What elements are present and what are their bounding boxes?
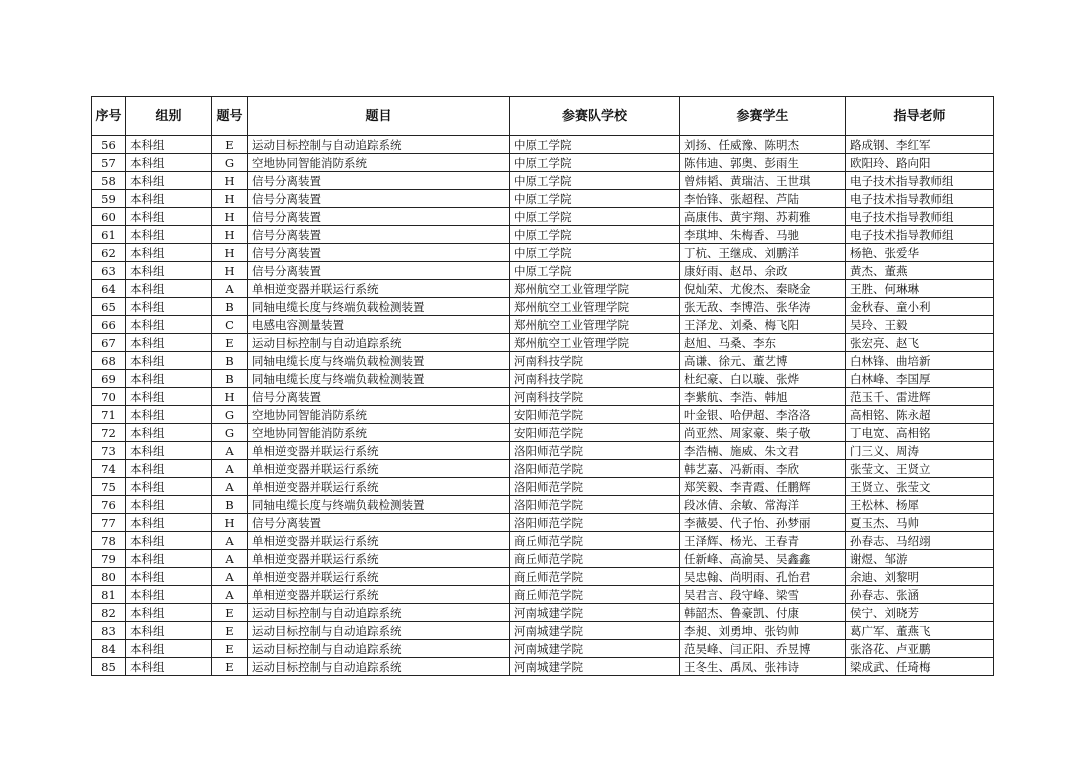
cell-code: A <box>212 586 248 604</box>
table-row <box>92 478 994 496</box>
cell-teachers: 王胜、何琳琳 <box>846 280 994 298</box>
cell-topic: 运动目标控制与自动追踪系统 <box>248 604 510 622</box>
cell-code: H <box>212 208 248 226</box>
table-row <box>92 298 994 316</box>
cell-students: 赵旭、马桑、李东 <box>680 334 846 352</box>
cell-school: 中原工学院 <box>510 154 680 172</box>
cell-school: 安阳师范学院 <box>510 424 680 442</box>
cell-school: 河南城建学院 <box>510 640 680 658</box>
cell-students: 韩艺嘉、冯新雨、李欣 <box>680 460 846 478</box>
cell-students: 尚亚然、周家豪、柴子敬 <box>680 424 846 442</box>
cell-teachers: 白林峰、李国厚 <box>846 370 994 388</box>
cell-group: 本科组 <box>126 604 212 622</box>
table-row <box>92 658 994 676</box>
cell-topic: 运动目标控制与自动追踪系统 <box>248 136 510 154</box>
cell-students: 李浩楠、施威、朱文君 <box>680 442 846 460</box>
cell-school: 中原工学院 <box>510 226 680 244</box>
cell-teachers: 余迪、刘黎明 <box>846 568 994 586</box>
cell-group: 本科组 <box>126 244 212 262</box>
cell-school: 中原工学院 <box>510 208 680 226</box>
cell-students: 叶金银、哈伊超、李洛洛 <box>680 406 846 424</box>
cell-students: 刘扬、任威豫、陈明杰 <box>680 136 846 154</box>
cell-group: 本科组 <box>126 334 212 352</box>
cell-teachers: 路成钢、李红军 <box>846 136 994 154</box>
cell-teachers: 张洛花、卢亚鹏 <box>846 640 994 658</box>
cell-teachers: 欧阳玲、路向阳 <box>846 154 994 172</box>
cell-teachers: 谢煜、邹游 <box>846 550 994 568</box>
cell-topic: 信号分离装置 <box>248 262 510 280</box>
cell-students: 曾炜韬、黄瑞洁、王世琪 <box>680 172 846 190</box>
cell-topic: 运动目标控制与自动追踪系统 <box>248 658 510 676</box>
cell-group: 本科组 <box>126 658 212 676</box>
cell-topic: 运动目标控制与自动追踪系统 <box>248 640 510 658</box>
cell-num: 65 <box>92 298 126 316</box>
cell-group: 本科组 <box>126 136 212 154</box>
cell-students: 高谦、徐元、董艺博 <box>680 352 846 370</box>
cell-num: 58 <box>92 172 126 190</box>
table-row <box>92 388 994 406</box>
cell-group: 本科组 <box>126 172 212 190</box>
cell-num: 81 <box>92 586 126 604</box>
cell-school: 商丘师范学院 <box>510 550 680 568</box>
header-students: 参赛学生 <box>680 97 846 136</box>
cell-teachers: 电子技术指导教师组 <box>846 172 994 190</box>
cell-topic: 电感电容测量装置 <box>248 316 510 334</box>
cell-code: A <box>212 478 248 496</box>
cell-school: 河南城建学院 <box>510 658 680 676</box>
cell-topic: 运动目标控制与自动追踪系统 <box>248 334 510 352</box>
cell-teachers: 电子技术指导教师组 <box>846 208 994 226</box>
header-code: 题号 <box>212 97 248 136</box>
cell-topic: 信号分离装置 <box>248 226 510 244</box>
cell-students: 吴君言、段守峰、梁雪 <box>680 586 846 604</box>
cell-teachers: 电子技术指导教师组 <box>846 226 994 244</box>
cell-code: H <box>212 172 248 190</box>
table-row <box>92 208 994 226</box>
cell-group: 本科组 <box>126 262 212 280</box>
cell-num: 59 <box>92 190 126 208</box>
cell-school: 郑州航空工业管理学院 <box>510 316 680 334</box>
cell-num: 56 <box>92 136 126 154</box>
cell-topic: 单相逆变器并联运行系统 <box>248 460 510 478</box>
cell-code: B <box>212 298 248 316</box>
cell-code: E <box>212 604 248 622</box>
table-row <box>92 226 994 244</box>
cell-teachers: 丁电宽、高相铭 <box>846 424 994 442</box>
cell-group: 本科组 <box>126 640 212 658</box>
cell-topic: 信号分离装置 <box>248 514 510 532</box>
cell-group: 本科组 <box>126 586 212 604</box>
cell-school: 河南科技学院 <box>510 352 680 370</box>
cell-group: 本科组 <box>126 280 212 298</box>
cell-teachers: 孙春志、张涵 <box>846 586 994 604</box>
table-row <box>92 568 994 586</box>
cell-group: 本科组 <box>126 478 212 496</box>
cell-school: 郑州航空工业管理学院 <box>510 298 680 316</box>
cell-code: G <box>212 406 248 424</box>
cell-code: H <box>212 190 248 208</box>
cell-num: 64 <box>92 280 126 298</box>
header-row <box>92 97 994 136</box>
cell-school: 河南城建学院 <box>510 622 680 640</box>
cell-num: 82 <box>92 604 126 622</box>
cell-group: 本科组 <box>126 622 212 640</box>
cell-code: E <box>212 622 248 640</box>
cell-code: A <box>212 280 248 298</box>
cell-students: 王泽辉、杨光、王春青 <box>680 532 846 550</box>
table-row <box>92 352 994 370</box>
cell-school: 洛阳师范学院 <box>510 514 680 532</box>
cell-group: 本科组 <box>126 460 212 478</box>
cell-group: 本科组 <box>126 550 212 568</box>
cell-topic: 信号分离装置 <box>248 172 510 190</box>
cell-code: A <box>212 532 248 550</box>
cell-students: 丁杭、王继成、刘鹏洋 <box>680 244 846 262</box>
cell-school: 河南科技学院 <box>510 388 680 406</box>
cell-code: A <box>212 568 248 586</box>
table-row <box>92 622 994 640</box>
cell-topic: 单相逆变器并联运行系统 <box>248 478 510 496</box>
cell-num: 78 <box>92 532 126 550</box>
table-header <box>92 97 994 136</box>
cell-code: B <box>212 496 248 514</box>
cell-group: 本科组 <box>126 298 212 316</box>
cell-num: 74 <box>92 460 126 478</box>
table-row <box>92 496 994 514</box>
cell-teachers: 黄杰、董燕 <box>846 262 994 280</box>
cell-code: B <box>212 352 248 370</box>
cell-teachers: 夏玉杰、马帅 <box>846 514 994 532</box>
table-row <box>92 244 994 262</box>
cell-topic: 单相逆变器并联运行系统 <box>248 568 510 586</box>
cell-topic: 信号分离装置 <box>248 208 510 226</box>
cell-group: 本科组 <box>126 532 212 550</box>
cell-teachers: 王松林、杨犀 <box>846 496 994 514</box>
header-group: 组别 <box>126 97 212 136</box>
cell-teachers: 张宏亮、赵飞 <box>846 334 994 352</box>
cell-topic: 空地协同智能消防系统 <box>248 406 510 424</box>
cell-topic: 信号分离装置 <box>248 244 510 262</box>
cell-topic: 同轴电缆长度与终端负载检测装置 <box>248 298 510 316</box>
cell-code: G <box>212 424 248 442</box>
cell-topic: 单相逆变器并联运行系统 <box>248 532 510 550</box>
cell-students: 李昶、刘勇坤、张钧帅 <box>680 622 846 640</box>
cell-num: 66 <box>92 316 126 334</box>
cell-school: 中原工学院 <box>510 244 680 262</box>
cell-school: 中原工学院 <box>510 172 680 190</box>
cell-group: 本科组 <box>126 424 212 442</box>
cell-teachers: 孙春志、马绍翊 <box>846 532 994 550</box>
cell-num: 84 <box>92 640 126 658</box>
cell-num: 62 <box>92 244 126 262</box>
cell-topic: 信号分离装置 <box>248 388 510 406</box>
cell-code: B <box>212 370 248 388</box>
table-row <box>92 532 994 550</box>
cell-group: 本科组 <box>126 190 212 208</box>
cell-topic: 同轴电缆长度与终端负载检测装置 <box>248 496 510 514</box>
table-row <box>92 460 994 478</box>
table-row <box>92 640 994 658</box>
cell-num: 57 <box>92 154 126 172</box>
table-row <box>92 334 994 352</box>
cell-teachers: 张莹文、王贤立 <box>846 460 994 478</box>
cell-students: 陈伟迪、郭奥、彭雨生 <box>680 154 846 172</box>
cell-school: 洛阳师范学院 <box>510 442 680 460</box>
cell-students: 李琪坤、朱梅香、马驰 <box>680 226 846 244</box>
cell-topic: 空地协同智能消防系统 <box>248 154 510 172</box>
cell-code: G <box>212 154 248 172</box>
cell-school: 中原工学院 <box>510 190 680 208</box>
cell-num: 71 <box>92 406 126 424</box>
cell-num: 85 <box>92 658 126 676</box>
cell-teachers: 电子技术指导教师组 <box>846 190 994 208</box>
cell-school: 安阳师范学院 <box>510 406 680 424</box>
cell-teachers: 杨艳、张爱华 <box>846 244 994 262</box>
table-row <box>92 406 994 424</box>
cell-code: E <box>212 334 248 352</box>
cell-group: 本科组 <box>126 568 212 586</box>
cell-group: 本科组 <box>126 352 212 370</box>
cell-code: A <box>212 550 248 568</box>
cell-num: 68 <box>92 352 126 370</box>
table-row <box>92 604 994 622</box>
cell-code: E <box>212 658 248 676</box>
cell-students: 范昊峰、闫正阳、乔昱博 <box>680 640 846 658</box>
cell-students: 张无敌、李博浩、张华涛 <box>680 298 846 316</box>
table-row <box>92 136 994 154</box>
cell-school: 商丘师范学院 <box>510 586 680 604</box>
table-row <box>92 262 994 280</box>
cell-num: 70 <box>92 388 126 406</box>
cell-code: E <box>212 136 248 154</box>
table-row <box>92 280 994 298</box>
cell-students: 李怡锋、张超程、芦陆 <box>680 190 846 208</box>
cell-students: 段冰倩、余敏、常海洋 <box>680 496 846 514</box>
cell-code: A <box>212 442 248 460</box>
cell-group: 本科组 <box>126 226 212 244</box>
table-row <box>92 586 994 604</box>
header-teachers: 指导老师 <box>846 97 994 136</box>
table-row <box>92 442 994 460</box>
table-row <box>92 316 994 334</box>
cell-num: 76 <box>92 496 126 514</box>
cell-code: H <box>212 262 248 280</box>
cell-teachers: 金秋春、童小利 <box>846 298 994 316</box>
cell-code: H <box>212 226 248 244</box>
table-row <box>92 550 994 568</box>
table-body <box>92 136 994 676</box>
cell-num: 63 <box>92 262 126 280</box>
cell-group: 本科组 <box>126 316 212 334</box>
cell-teachers: 白林锋、曲培新 <box>846 352 994 370</box>
cell-students: 吴忠翰、尚明雨、孔怡君 <box>680 568 846 586</box>
cell-code: A <box>212 460 248 478</box>
cell-topic: 同轴电缆长度与终端负载检测装置 <box>248 352 510 370</box>
header-num: 序号 <box>92 97 126 136</box>
cell-topic: 同轴电缆长度与终端负载检测装置 <box>248 370 510 388</box>
cell-school: 商丘师范学院 <box>510 568 680 586</box>
table-row <box>92 172 994 190</box>
cell-num: 72 <box>92 424 126 442</box>
cell-teachers: 门三义、周涛 <box>846 442 994 460</box>
cell-students: 郑笑毅、李青霞、任鹏辉 <box>680 478 846 496</box>
cell-teachers: 侯宁、刘晓芳 <box>846 604 994 622</box>
header-topic: 题目 <box>248 97 510 136</box>
table-row <box>92 424 994 442</box>
cell-teachers: 范玉千、雷进辉 <box>846 388 994 406</box>
cell-group: 本科组 <box>126 406 212 424</box>
cell-group: 本科组 <box>126 442 212 460</box>
cell-topic: 单相逆变器并联运行系统 <box>248 442 510 460</box>
cell-school: 郑州航空工业管理学院 <box>510 280 680 298</box>
cell-num: 61 <box>92 226 126 244</box>
cell-school: 中原工学院 <box>510 262 680 280</box>
cell-topic: 运动目标控制与自动追踪系统 <box>248 622 510 640</box>
cell-topic: 空地协同智能消防系统 <box>248 424 510 442</box>
cell-num: 69 <box>92 370 126 388</box>
cell-teachers: 梁成武、任琦梅 <box>846 658 994 676</box>
cell-school: 洛阳师范学院 <box>510 478 680 496</box>
cell-students: 韩韶杰、鲁豪凯、付康 <box>680 604 846 622</box>
cell-num: 83 <box>92 622 126 640</box>
header-school: 参赛队学校 <box>510 97 680 136</box>
cell-group: 本科组 <box>126 154 212 172</box>
cell-students: 康好雨、赵昂、余政 <box>680 262 846 280</box>
cell-students: 高康伟、黄宇翔、苏莉雅 <box>680 208 846 226</box>
cell-school: 河南科技学院 <box>510 370 680 388</box>
cell-topic: 单相逆变器并联运行系统 <box>248 280 510 298</box>
cell-teachers: 高相铭、陈永超 <box>846 406 994 424</box>
cell-school: 商丘师范学院 <box>510 532 680 550</box>
cell-school: 洛阳师范学院 <box>510 460 680 478</box>
cell-code: H <box>212 388 248 406</box>
cell-group: 本科组 <box>126 496 212 514</box>
cell-students: 李薇晏、代子怡、孙梦丽 <box>680 514 846 532</box>
cell-students: 李紫航、李浩、韩旭 <box>680 388 846 406</box>
cell-group: 本科组 <box>126 388 212 406</box>
cell-num: 80 <box>92 568 126 586</box>
cell-teachers: 吴玲、王毅 <box>846 316 994 334</box>
cell-num: 79 <box>92 550 126 568</box>
cell-num: 77 <box>92 514 126 532</box>
cell-school: 河南城建学院 <box>510 604 680 622</box>
cell-code: C <box>212 316 248 334</box>
cell-students: 王冬生、禹凤、张祎诗 <box>680 658 846 676</box>
roster-table <box>91 96 994 676</box>
cell-students: 任新峰、高渝昊、吴鑫鑫 <box>680 550 846 568</box>
cell-school: 郑州航空工业管理学院 <box>510 334 680 352</box>
cell-students: 王泽龙、刘桑、梅飞阳 <box>680 316 846 334</box>
cell-teachers: 王贤立、张莹文 <box>846 478 994 496</box>
cell-num: 67 <box>92 334 126 352</box>
cell-students: 倪灿荣、尤俊杰、秦晓金 <box>680 280 846 298</box>
cell-code: H <box>212 244 248 262</box>
cell-school: 中原工学院 <box>510 136 680 154</box>
cell-topic: 单相逆变器并联运行系统 <box>248 586 510 604</box>
cell-students: 杜纪豪、白以璇、张烨 <box>680 370 846 388</box>
table-row <box>92 154 994 172</box>
cell-num: 73 <box>92 442 126 460</box>
cell-code: E <box>212 640 248 658</box>
cell-teachers: 葛广军、董燕飞 <box>846 622 994 640</box>
cell-group: 本科组 <box>126 370 212 388</box>
cell-topic: 信号分离装置 <box>248 190 510 208</box>
cell-topic: 单相逆变器并联运行系统 <box>248 550 510 568</box>
table-row <box>92 370 994 388</box>
cell-num: 60 <box>92 208 126 226</box>
cell-num: 75 <box>92 478 126 496</box>
cell-group: 本科组 <box>126 208 212 226</box>
cell-school: 洛阳师范学院 <box>510 496 680 514</box>
table-row <box>92 514 994 532</box>
table-row <box>92 190 994 208</box>
cell-group: 本科组 <box>126 514 212 532</box>
cell-code: H <box>212 514 248 532</box>
